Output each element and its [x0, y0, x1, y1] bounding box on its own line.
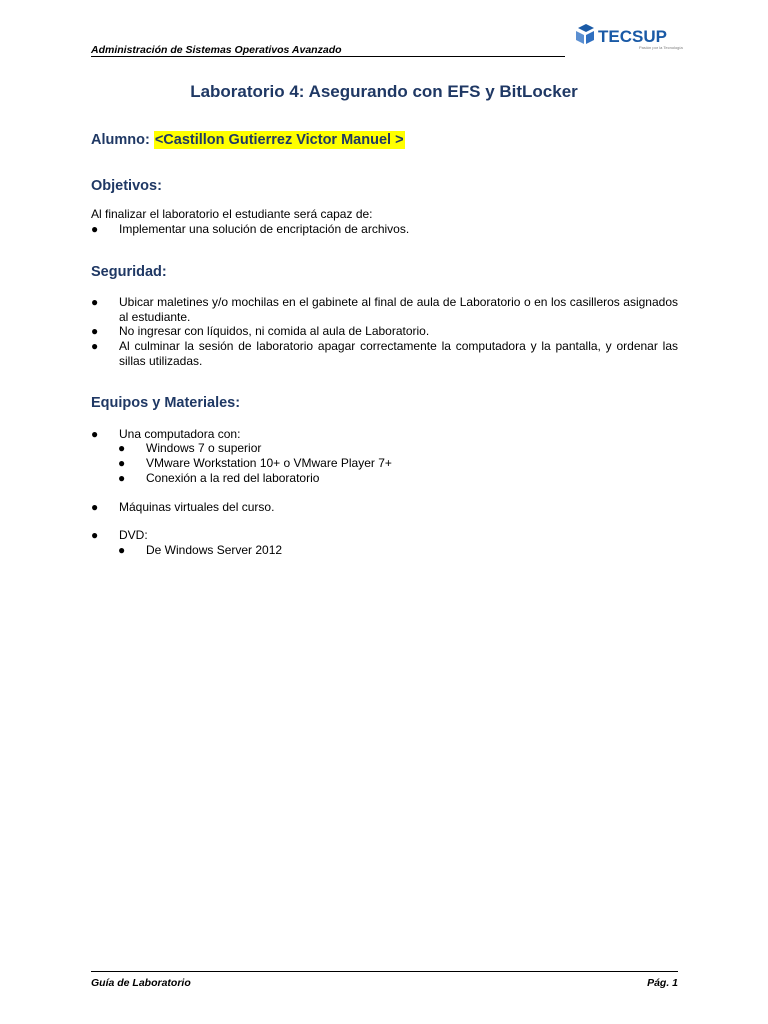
bullet-icon: ● [118, 543, 126, 557]
bullet-icon: ● [91, 500, 99, 514]
footer-guide-label: Guía de Laboratorio [91, 977, 191, 989]
equipos-heading: Equipos y Materiales: [91, 395, 241, 411]
header-course-title: Administración de Sistemas Operativos Avanzado [91, 44, 342, 56]
bullet-icon: ● [91, 528, 99, 542]
bullet-icon: ● [118, 441, 126, 455]
seguridad-heading: Seguridad: [91, 264, 167, 280]
student-label: Alumno: [91, 132, 150, 148]
student-line [91, 132, 405, 148]
bullet-icon: ● [91, 324, 99, 338]
bullet-icon: ● [118, 456, 126, 470]
header-rule [91, 56, 565, 57]
objetivos-heading: Objetivos: [91, 178, 162, 194]
logo-tagline: Pasión por la Tecnología [639, 45, 683, 50]
bullet-icon: ● [91, 339, 99, 353]
objetivos-intro: Al finalizar el laboratorio el estudiante será capaz de: [91, 207, 373, 221]
footer-rule [91, 971, 678, 972]
tecsup-logo [574, 22, 684, 52]
page-number: Pág. 1 [647, 977, 678, 989]
logo-mark-icon [576, 24, 594, 44]
student-name: <Castillon Gutierrez Victor Manuel > [154, 132, 404, 148]
bullet-icon: ● [91, 222, 99, 236]
bullet-icon: ● [118, 471, 126, 485]
bullet-icon: ● [91, 295, 99, 309]
logo-text: TECSUP [598, 27, 667, 46]
bullet-icon: ● [91, 427, 99, 441]
document-title: Laboratorio 4: Asegurando con EFS y BitLocker [190, 82, 578, 101]
